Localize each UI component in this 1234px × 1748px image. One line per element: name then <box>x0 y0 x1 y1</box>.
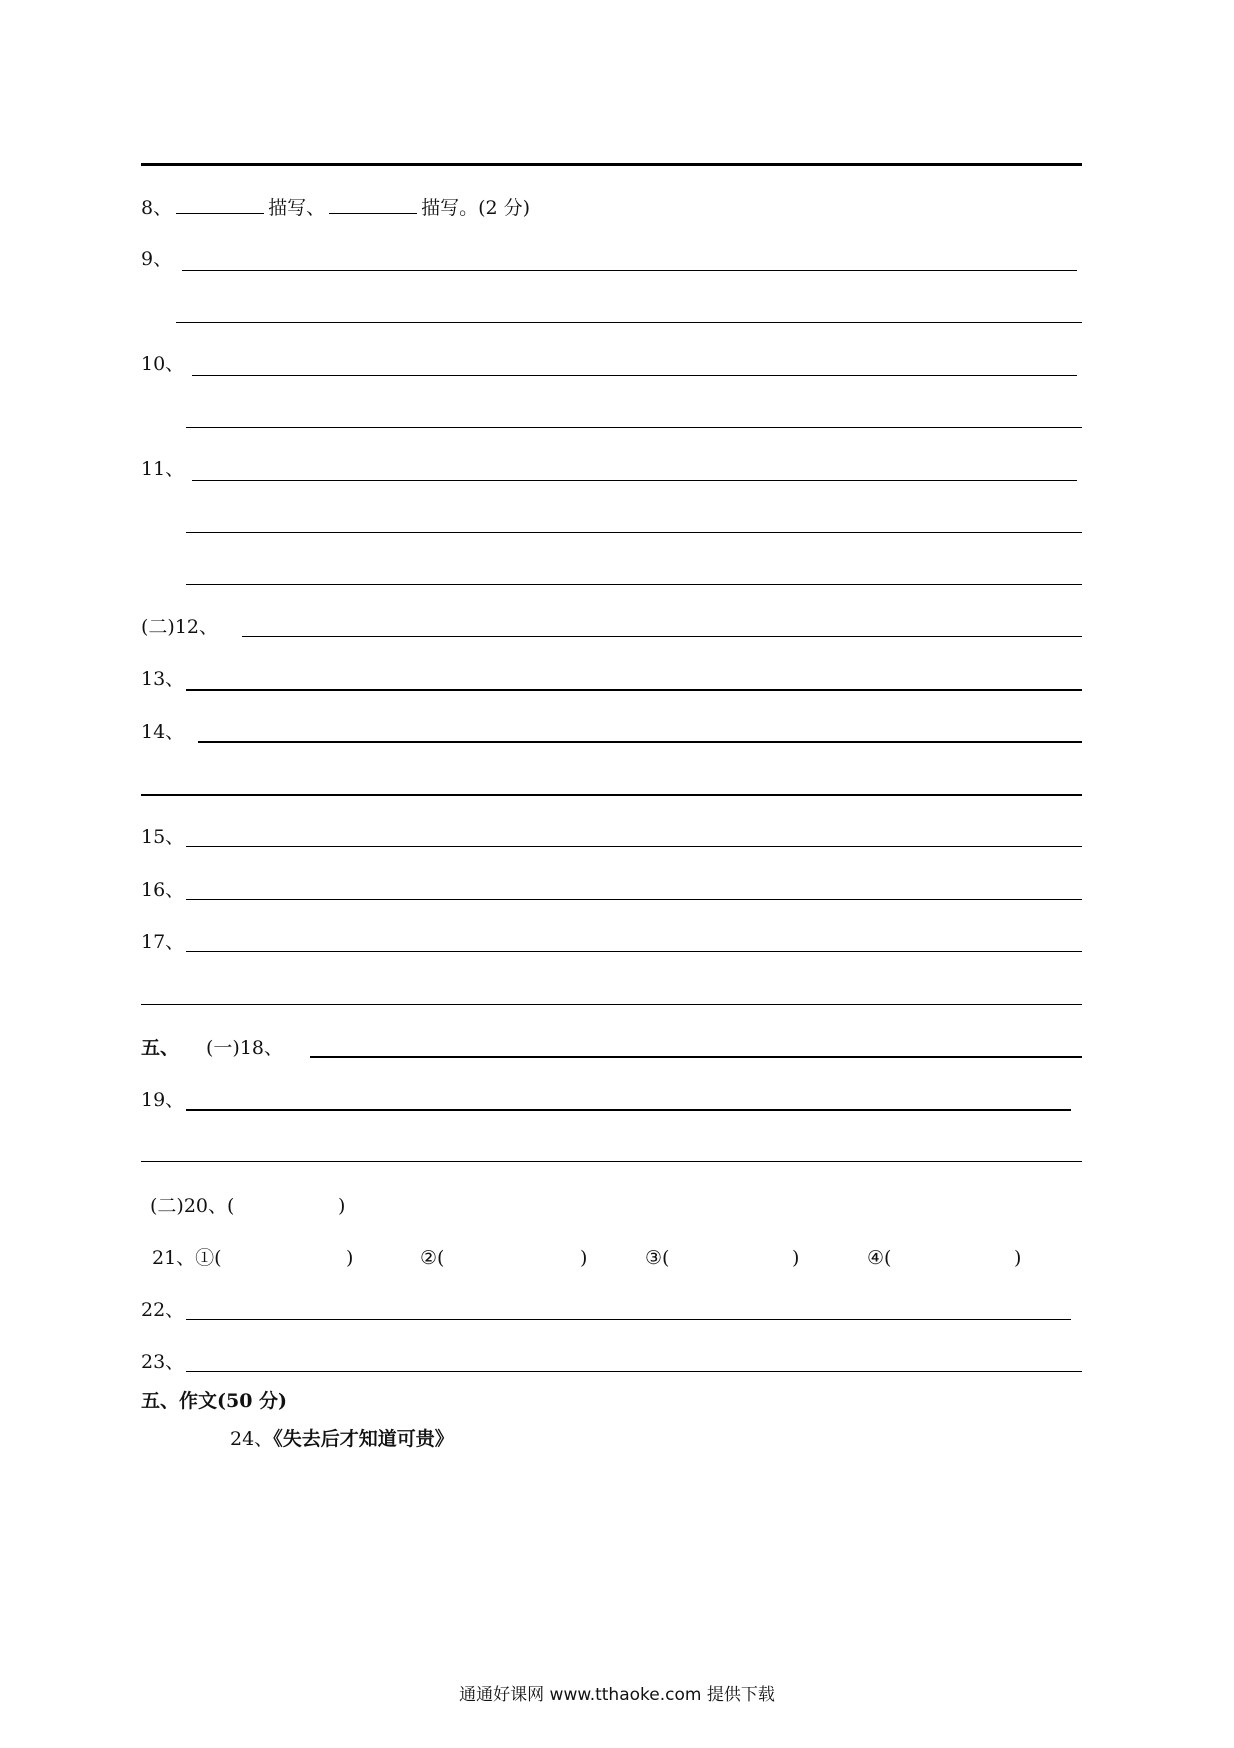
q11-answer-line-1[interactable] <box>192 480 1077 481</box>
essay-title: 《失去后才知道可贵》 <box>273 1428 454 1450</box>
q17-answer-line-2[interactable] <box>141 1004 1082 1005</box>
essay-number: 24、 <box>230 1428 274 1450</box>
q20-close: ) <box>338 1195 346 1217</box>
q21-open-2: ②( <box>420 1247 445 1269</box>
q21-open-4: ④( <box>867 1247 892 1269</box>
q10-number: 10、 <box>141 353 185 375</box>
q23-answer-line[interactable] <box>186 1371 1082 1372</box>
q8-line <box>141 195 530 219</box>
top-rule <box>141 163 1082 166</box>
q17-number: 17、 <box>141 931 185 953</box>
essay-heading: 五、作文(50 分) <box>141 1390 288 1412</box>
q19-answer-line-2[interactable] <box>141 1161 1082 1162</box>
q13-number: 13、 <box>141 668 185 690</box>
q20-label: (二)20、( <box>150 1195 235 1217</box>
q23-number: 23、 <box>141 1351 185 1373</box>
q9-answer-line-1[interactable] <box>182 270 1077 271</box>
q8-word-2: 描写。(2 分) <box>421 197 531 219</box>
q21-open-3: ③( <box>645 1247 670 1269</box>
q21-close-1: ) <box>346 1247 354 1269</box>
q22-number: 22、 <box>141 1299 185 1321</box>
q14-answer-line-2[interactable] <box>141 794 1082 796</box>
q16-number: 16、 <box>141 879 185 901</box>
q9-number: 9、 <box>141 248 173 270</box>
q21-close-3: ) <box>792 1247 800 1269</box>
footer-credit: 通通好课网 www.tthaoke.com 提供下载 <box>459 1685 775 1705</box>
q14-answer-line-1[interactable] <box>198 741 1082 743</box>
q21-label: 21、①( <box>152 1247 222 1269</box>
section-five-label: 五、 <box>141 1037 180 1059</box>
q16-answer-line[interactable] <box>186 899 1082 900</box>
q15-number: 15、 <box>141 826 185 848</box>
q11-answer-line-2[interactable] <box>186 532 1082 533</box>
q10-answer-line-2[interactable] <box>186 427 1082 428</box>
q8-word-1: 描写、 <box>268 197 326 219</box>
q8-blank-1[interactable] <box>176 195 264 214</box>
q18-number: (一)18、 <box>206 1037 284 1059</box>
q14-number: 14、 <box>141 721 185 743</box>
q12-answer-line[interactable] <box>242 636 1082 637</box>
q8-blank-2[interactable] <box>329 195 417 214</box>
q21-close-2: ) <box>580 1247 588 1269</box>
q13-answer-line[interactable] <box>186 689 1082 691</box>
essay-question <box>230 1428 454 1450</box>
q9-answer-line-2[interactable] <box>176 322 1082 323</box>
q11-answer-line-3[interactable] <box>186 584 1082 585</box>
q12-number: (二)12、 <box>141 616 219 638</box>
q8-number: 8、 <box>141 197 173 219</box>
q22-answer-line[interactable] <box>186 1319 1071 1320</box>
q11-number: 11、 <box>141 458 185 480</box>
q19-number: 19、 <box>141 1089 185 1111</box>
q15-answer-line[interactable] <box>186 846 1082 847</box>
q17-answer-line-1[interactable] <box>186 951 1082 952</box>
q18-answer-line[interactable] <box>310 1056 1082 1058</box>
q21-close-4: ) <box>1014 1247 1022 1269</box>
q10-answer-line-1[interactable] <box>192 375 1077 376</box>
q19-answer-line-1[interactable] <box>186 1109 1071 1111</box>
